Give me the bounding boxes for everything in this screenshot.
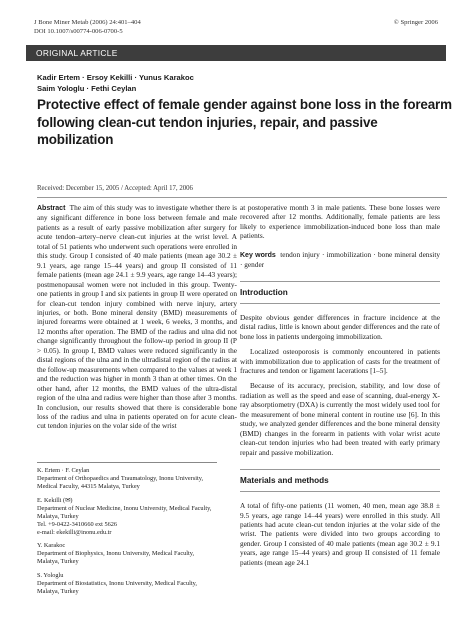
affiliation-block <box>37 467 237 491</box>
affiliation-line: Department of Nuclear Medicine, Inonu University, Medical Faculty, <box>37 505 212 513</box>
introduction-paragraph: Despite obvious gender differences in fracture incidence at the distal radius, little is known about gender differences and the rate of bone loss in patients undergoing immobilization. <box>240 312 440 341</box>
left-column <box>37 203 237 431</box>
author-line: Kadir Ertem · Ersoy Kekilli · Yunus Karakoc <box>37 73 194 82</box>
section-divider <box>240 469 440 470</box>
affiliation-line: Department of Biophysics, Inonu University, Medical Faculty, <box>37 550 195 558</box>
abstract-continued: at postoperative month 3 in male patients. These bone losses were recovered after 12 months. Additionally, female patients are less likely to experience immobilization-induced bone loss than male patients. <box>240 203 440 241</box>
doi-line: DOI 10.1007/s00774-006-0700-5 <box>34 28 123 35</box>
keywords-text: tendon injury · immobilization · bone mineral density · gender <box>240 249 441 270</box>
methods-paragraph: A total of fifty-one patients (11 women, 40 men, mean age 38.8 ± 9.5 years, age range 14–44 years) were enrolled in this study. All patients had acute clean-cut tendon injuries at the volar side of the wrist. The patients were divided into two groups according to gender. Group I consisted of 40 male patients (mean age 30.2 ± 9.1 years, age range 15–44 years) and group II consisted of 11 female patients (mean age 24.1 <box>240 501 440 567</box>
affiliation-block <box>37 542 237 566</box>
header-divider <box>37 197 447 198</box>
introduction-paragraph: Localized osteoporosis is commonly encountered in patients with immobilization due to application of casts for the treatment of fractures and tendon or ligament lacerations [1–5]. <box>240 347 440 375</box>
publisher-copyright: © Springer 2006 <box>393 19 438 26</box>
section-divider <box>240 491 440 492</box>
affiliation-block <box>37 572 237 596</box>
methods-heading: Materials and methods <box>240 476 329 486</box>
affiliation-line: Department of Orthopaedics and Traumatology, Inonu University, <box>37 475 204 483</box>
affiliation-line: Department of Biostatistics, Inonu University, Medical Faculty, <box>37 580 197 588</box>
affiliation-line: Tel. +9-0422-3410660 ext 5626 <box>37 521 118 529</box>
affiliation-line: Malatya, Turkey <box>37 588 79 596</box>
affiliation-line: Malatya, Turkey <box>37 558 79 566</box>
author-line: Saim Yologlu · Fethi Ceylan <box>37 83 137 93</box>
affiliation-names: Y. Karakoc <box>37 542 66 549</box>
paper-title <box>37 96 457 149</box>
introduction-paragraph: Because of its accuracy, precision, stability, and low dose of radiation as well as the speed and ease of scanning, dual-energy X-ray absorptiometry (DXA) is currently the most widely used tool for the measurement of bone mineral content in routine use [6]. In this study, we analyzed gender differences and the bone mineral density (BMD) changes in the forearm in patients with volar wrist acute clean-cut tendon injuries who had been treated with early primary repair and passive mobilization. <box>240 381 440 457</box>
author-list <box>37 73 194 94</box>
journal-header <box>34 18 141 36</box>
abstract-label: Abstract <box>37 205 66 212</box>
article-type-label: ORIGINAL ARTICLE <box>36 48 118 58</box>
title-line: following clean-cut tendon injuries, repair, and passive mobilization <box>37 114 378 147</box>
abstract-text: The aim of this study was to investigate whether there is any significant difference in bone loss between female and male patients as a result of early passive mobilization after surgery for acute tendon–artery–nerve clean-cut injuries at the wrist level. A total of 51 patients who underwent such operations were enrolled in this study. Group I consisted of 40 male patients (mean age 30.2 ± 9.1 years, age range 15–44 years) and group II consisted of 11 female patients (mean age 24.1 ± 9.9 years, age range 14–43 years); postmenopausal women were not included in this group. Twenty-one patients in group I and six patients in group II were operated on for clean-cut tendon injury combined with nerve injury, artery injuries, or both. Bone mineral density (BMD) measurements of injured forearms were obtained at 1 week, 6 weeks, 3 months, and 12 months after operation. The BMD of the radius and ulna did not change significantly throughout the follow-up period in group II (P > 0.05). In group I, BMD values were reduced significantly in the distal regions of the ulna and in the ultradistal region of the radius at the follow-up measurements when compared to the values at week 1 and the reduction was higher in month 3 than at other times. On the other hand, after 12 months, the BMD values of the ultra-distal region of the ulna and radius were higher than those after 3 months. In conclusion, our results showed that there is considerable bone loss of the radius and ulna in patients operated on for acute clean-cut tendon injuries on the volar side of the wrist <box>37 203 237 431</box>
title-line: Protective effect of female gender against bone loss in the forearm <box>37 97 452 112</box>
abstract <box>37 203 237 431</box>
keywords <box>240 250 440 270</box>
affiliation-names: E. Kekilli (✉) <box>37 497 73 504</box>
footnote-divider <box>37 462 217 463</box>
affiliation-line: Malatya, Turkey <box>37 513 79 521</box>
journal-citation: J Bone Miner Metab (2006) 24:401–404 <box>34 19 141 26</box>
affiliation-email: e-mail: ekekilli@inonu.edu.tr <box>37 529 112 537</box>
section-divider <box>240 303 440 304</box>
affiliation-names: S. Yologlu <box>37 572 64 579</box>
right-column <box>240 203 440 567</box>
affiliation-names: K. Ertem · F. Ceylan <box>37 467 90 474</box>
received-accepted-dates: Received: December 15, 2005 / Accepted: April 17, 2006 <box>37 185 193 192</box>
affiliation-block <box>37 497 237 537</box>
keywords-label: Key words <box>240 251 276 259</box>
introduction-heading: Introduction <box>240 287 288 297</box>
section-divider <box>240 281 440 282</box>
article-type-banner <box>26 45 446 61</box>
affiliation-line: Medical Faculty, 44315 Malatya, Turkey <box>37 483 140 491</box>
